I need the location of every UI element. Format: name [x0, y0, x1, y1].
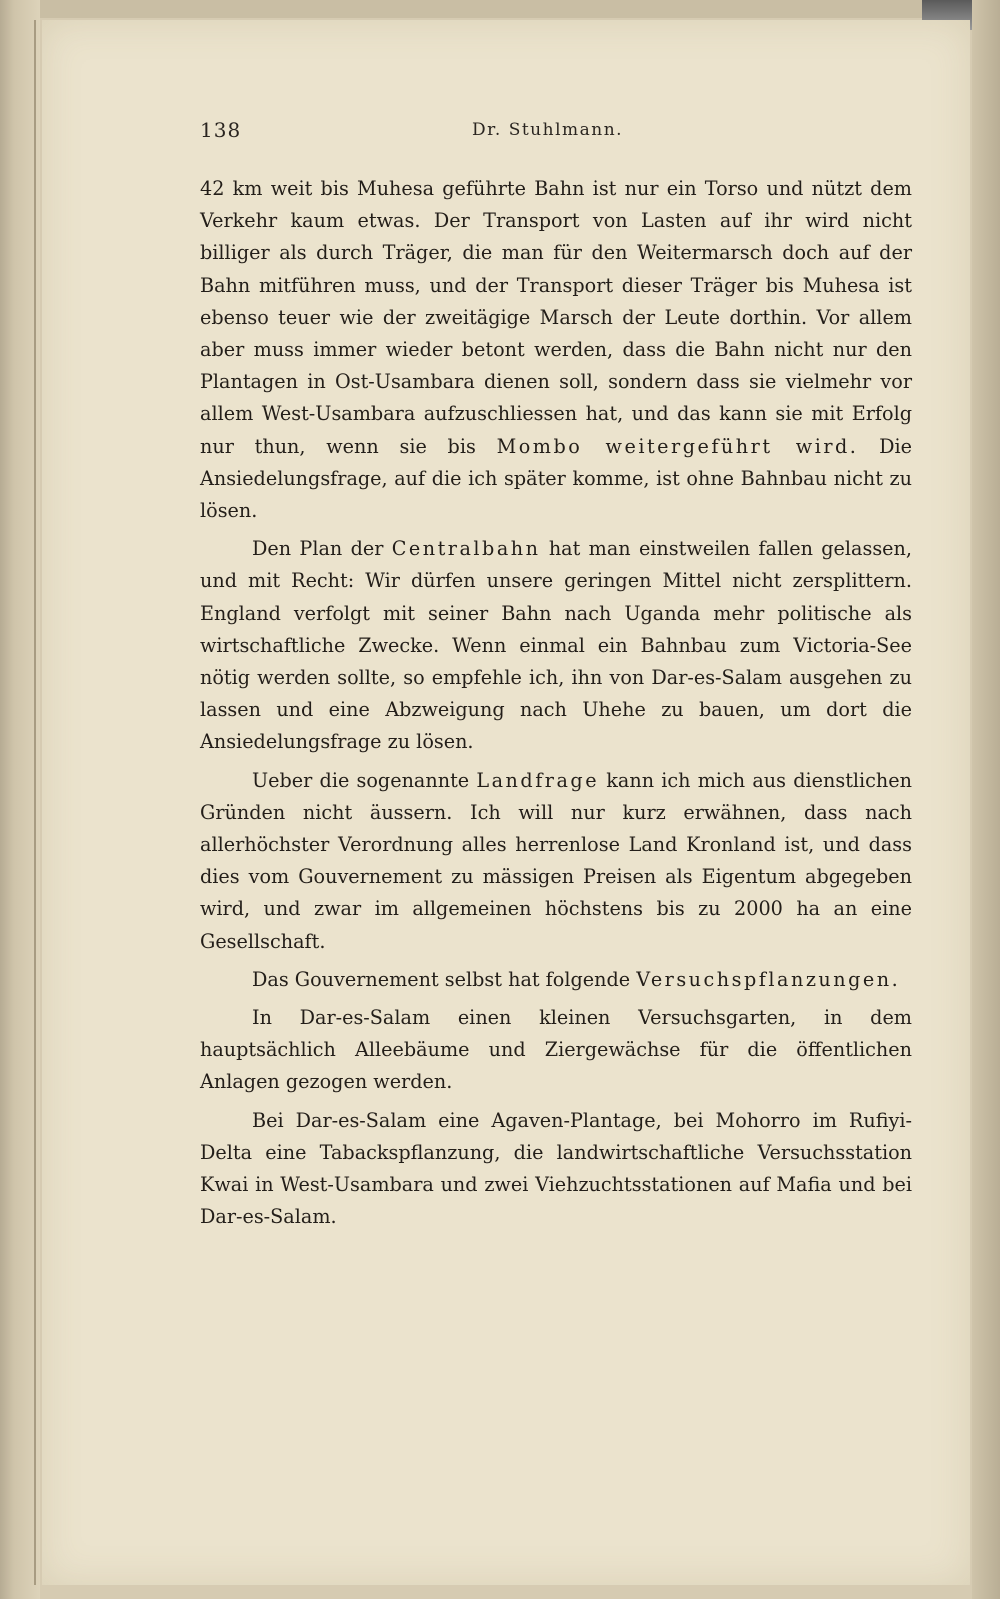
page-number: 138	[200, 118, 242, 142]
scan-border-top	[0, 0, 1000, 18]
paragraph-4	[200, 964, 912, 996]
paragraph-3-text-end: kann ich mich aus dienstlichen Gründen nicht äussern. Ich will nur kurz erwähnen, dass nach allerhöchster Verordnung alles herrenlose Land Kronland ist, und dass dies vom Gouvernement zu mässigen Preisen als Eigentum abgegeben wird, und zwar im allgemeinen höchstens bis zu 2000 ha an eine Gesellschaft.	[200, 768, 913, 953]
paragraph-6: Bei Dar-es-Salam eine Agaven-Plantage, bei Mohorro im Rufiyi-Delta eine Tabackspflanzung, die landwirtschaftliche Versuchsstation Kwai in West-Usambara und zwei Viehzuchtsstationen auf Mafia und bei Dar-es-Salam.	[200, 1108, 912, 1229]
paragraph-3-spaced: Landfrage	[476, 768, 600, 792]
paragraph-2-text-end: hat man einstweilen fallen gelassen, und mit Recht: Wir dürfen unsere geringen Mittel nicht zersplittern. England verfolgt mit seiner Bahn nach Uganda mehr politische als wirtschaftliche Zwecke. Wenn einmal ein Bahnbau zum Victoria-See nötig werden sollte, so empfehle ich, ihn von Dar-es-Salam ausgehen zu lassen und eine Abzweigung nach Uhehe zu bauen, um dort die Ansiedelungsfrage zu lösen.	[200, 537, 912, 754]
body-text	[200, 173, 912, 1234]
paragraph-1-spaced: Mombo weitergeführt wird.	[496, 434, 859, 458]
paragraph-3-text: Ueber die sogenannte	[252, 768, 477, 792]
paragraph-2-spaced: Centralbahn	[391, 537, 541, 561]
paragraph-1-text: 42 km weit bis Muhesa geführte Bahn ist nur ein Torso und nützt dem Verkehr kaum etwas. Der Transport von Lasten auf ihr wird nicht billiger als durch Träger, die man für den Weitermarsch doch auf der Bahn mitführen muss, und der Transport dieser Träger bis Muhesa ist ebenso teuer wie der zweitägige Marsch der Leute dorthin. Vor allem aber muss immer wieder betont werden, dass die Bahn nicht nur den Plantagen in Ost-Usambara dienen soll, sondern dass sie vielmehr vor allem West-Usambara aufzuschliessen hat, und das kann sie mit Erfolg nur thun, wenn sie bis	[200, 177, 912, 458]
page-header	[200, 118, 912, 148]
running-head: Dr. Stuhlmann.	[472, 120, 624, 140]
paragraph-1	[200, 173, 912, 527]
paragraph-4-spaced: Versuchspflanzungen.	[636, 967, 901, 991]
paragraph-4-text: Das Gouvernement selbst hat folgende	[252, 967, 637, 991]
paragraph-2	[200, 533, 912, 758]
paragraph-3	[200, 765, 912, 958]
paragraph-1-text-end: Die Ansiedelungsfrage, auf die ich später komme, ist ohne Bahnbau nicht zu lösen.	[200, 434, 913, 523]
paragraph-5: In Dar-es-Salam einen kleinen Versuchsgarten, in dem hauptsächlich Alleebäume und Ziergewächse für die öffentlichen Anlagen gezogen werden.	[200, 1006, 912, 1094]
scan-border-right	[972, 0, 1000, 1599]
paragraph-2-text: Den Plan der	[252, 537, 392, 561]
page-edge	[34, 20, 36, 1585]
